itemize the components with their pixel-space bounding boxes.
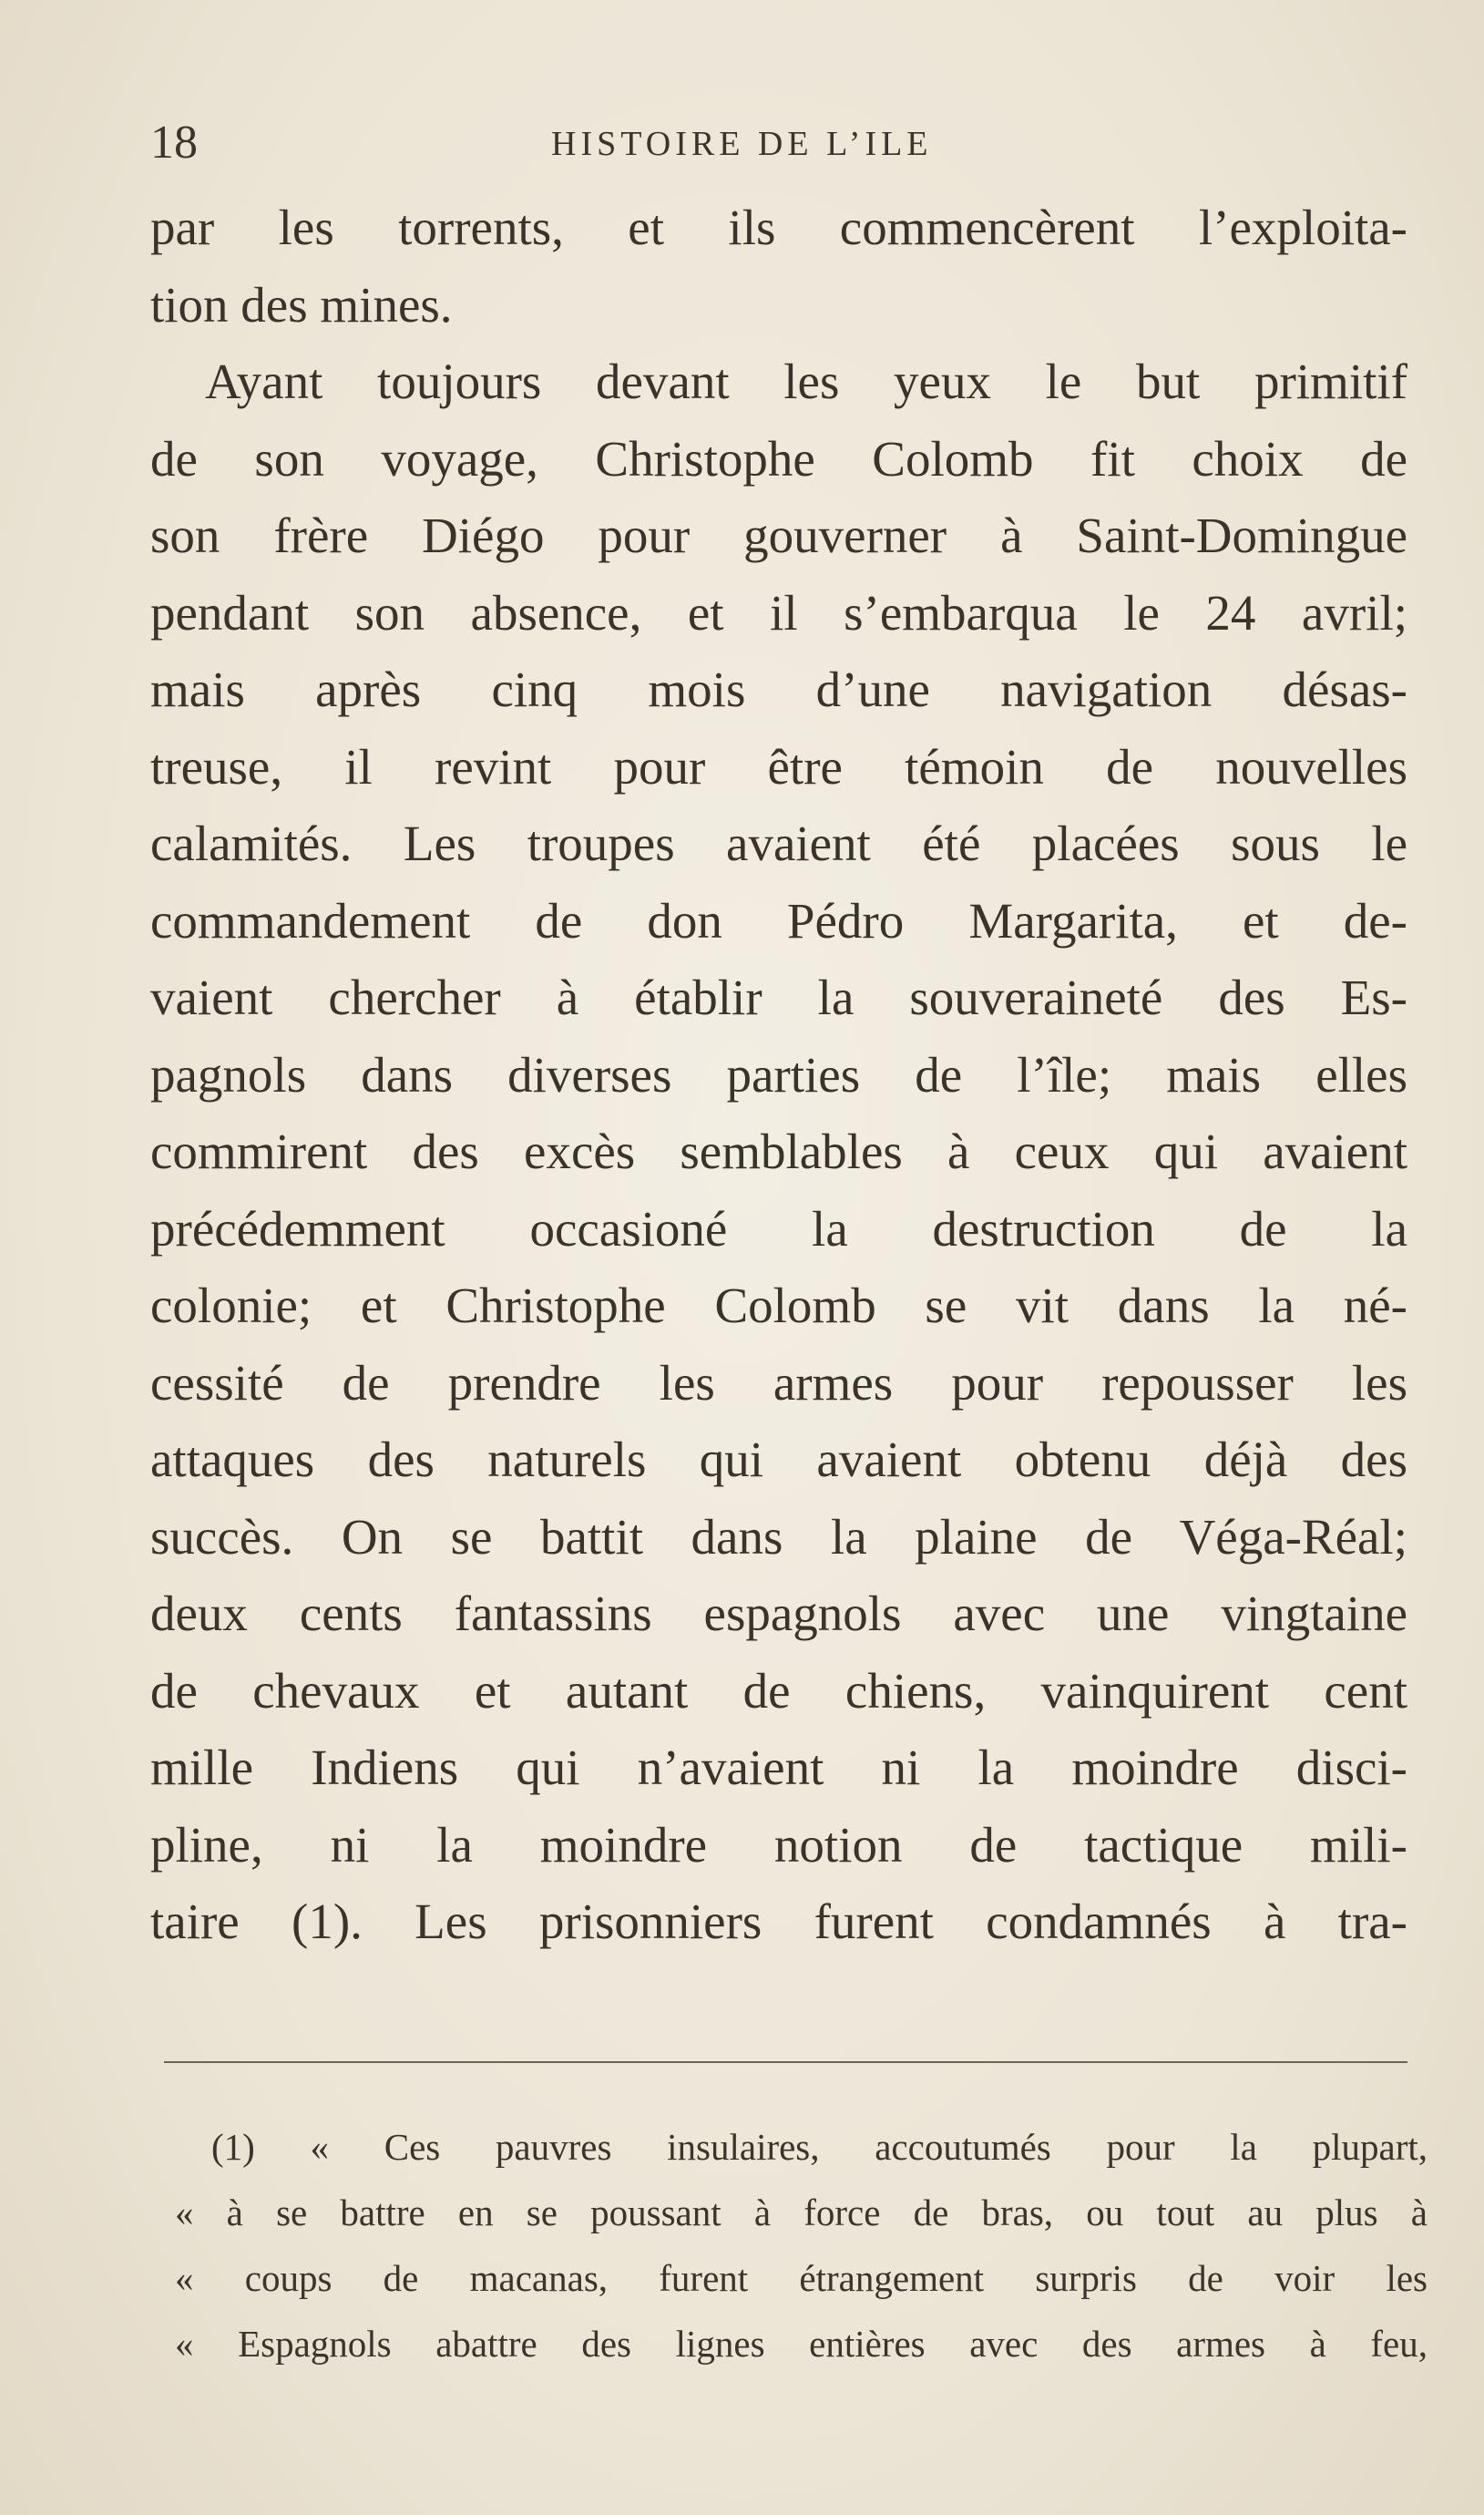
text-line: deux cents fantassins espagnols avec une vingtaine [150,1586,1407,1641]
text-line: Ayant toujours devant les yeux le but primitif [205,354,1407,409]
page-header [150,111,1407,175]
text-line: cessité de prendre les armes pour repousser les [150,1354,1407,1411]
footnote-line: « Espagnols abattre des lignes entières avec des armes à feu, [175,2323,1428,2365]
text-line: commirent des excès semblables à ceux qui avaient [150,1124,1407,1179]
text-line: commandement de don Pédro Margarita, et de- [150,892,1407,949]
text-line: succès. On se battit dans la plaine de Véga-Réal; [150,1508,1407,1565]
text-line: de chevaux et autant de chiens, vainquirent cent [150,1662,1407,1719]
text-line: par les torrents, et ils commencèrent l’exploita- [150,200,1407,255]
text-line: son frère Diégo pour gouverner à Saint-Domingue [150,508,1407,563]
text-line: colonie; et Christophe Colomb se vit dans la né- [150,1278,1407,1333]
footnote [175,2114,1428,2376]
text-line: pendant son absence, et il s’embarqua le 24 avril; [150,584,1407,641]
body-text [150,190,1407,1961]
text-line: de son voyage, Christophe Colomb fit choix de [150,430,1407,487]
text-line: mille Indiens qui n’avaient ni la moindre disci- [150,1740,1407,1795]
text-line: treuse, il revint pour être témoin de nouvelles [150,738,1407,795]
page-number: 18 [150,117,198,169]
footnote-divider [164,2061,1407,2063]
text-line: pline, ni la moindre notion de tactique mili- [150,1816,1407,1873]
text-line: calamités. Les troupes avaient été placées sous le [150,816,1407,871]
footnote-line: (1) « Ces pauvres insulaires, accoutumés pour la plupart, [211,2126,1428,2168]
text-line: taire (1). Les prisonniers furent condamnés à tra- [150,1894,1407,1949]
footnote-line: « à se battre en se poussant à force de bras, ou tout au plus à [175,2192,1428,2233]
text-line: vaient chercher à établir la souveraineté des Es- [150,970,1407,1025]
text-line: attaques des naturels qui avaient obtenu déjà des [150,1432,1407,1487]
text-line: tion des mines. [150,276,453,333]
text-line: pagnols dans diverses parties de l’île; mais elles [150,1046,1407,1103]
footnote-line: « coups de macanas, furent étrangement surpris de voir les [175,2257,1428,2299]
text-line: précédemment occasioné la destruction de la [150,1200,1407,1257]
running-head: HISTOIRE DE L’ILE [551,125,933,163]
text-line: mais après cinq mois d’une navigation désas- [150,662,1407,717]
